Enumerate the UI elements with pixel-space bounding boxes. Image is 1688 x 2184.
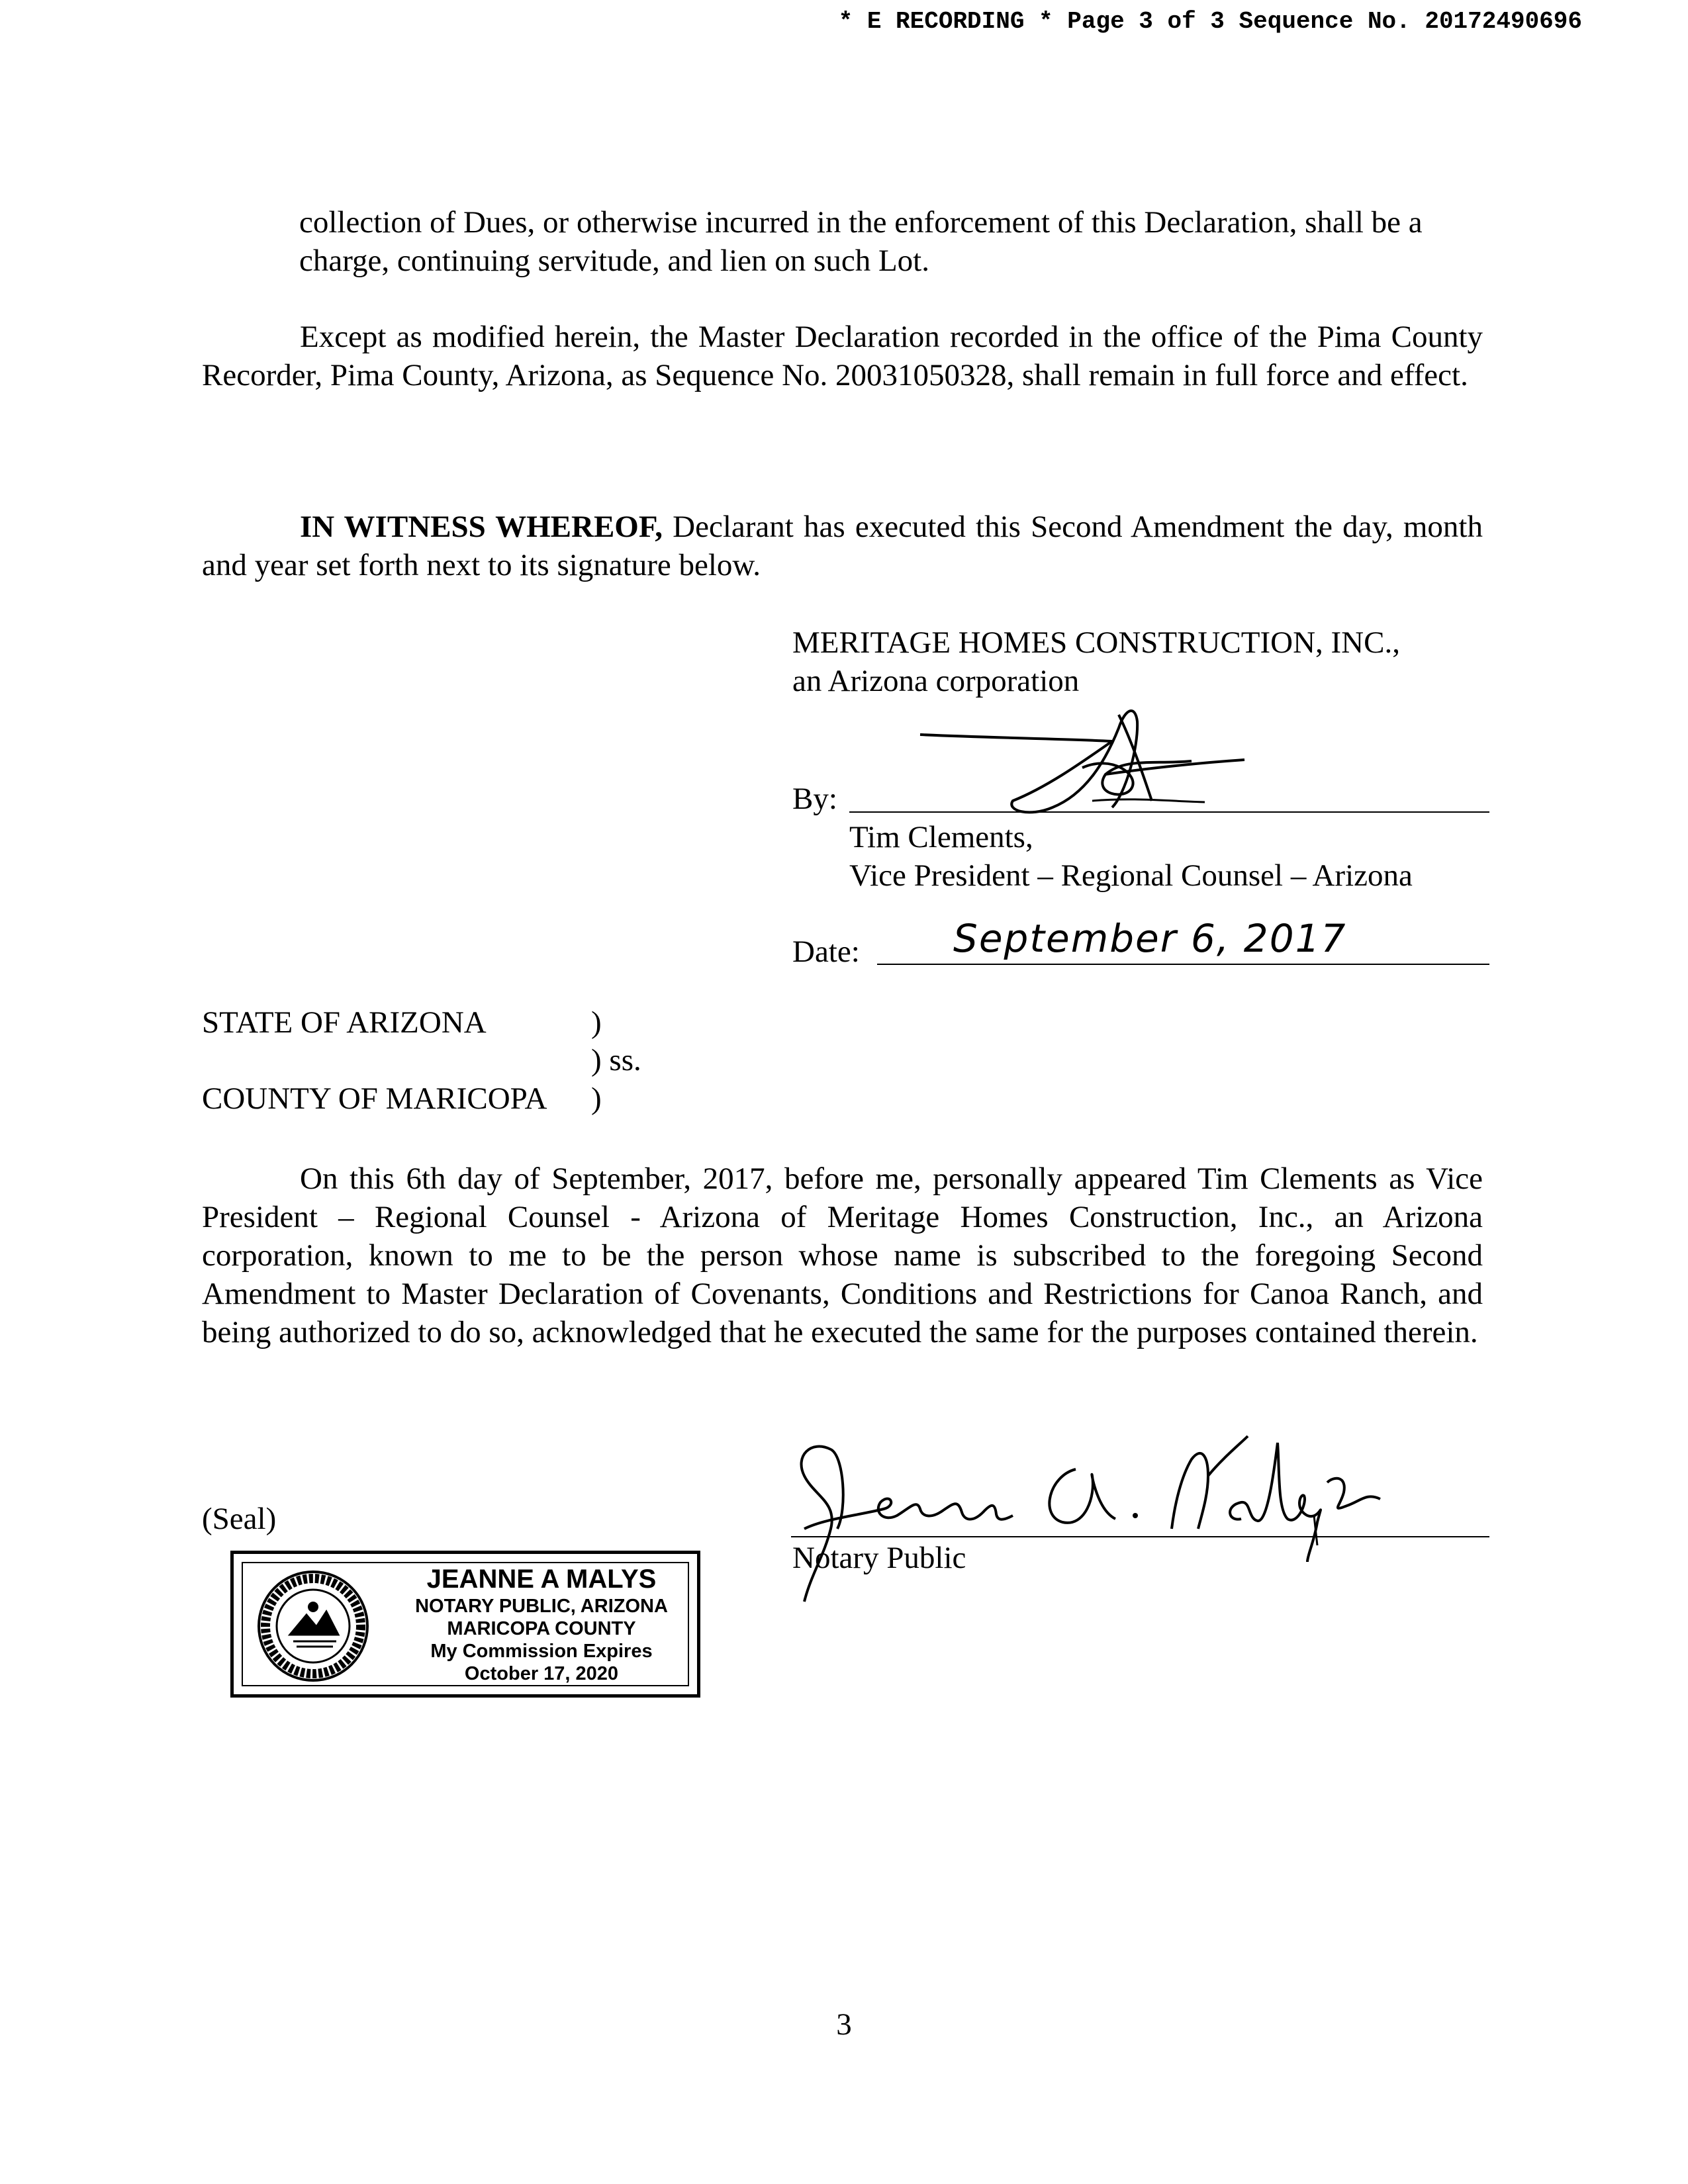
notary-stamp-line1: NOTARY PUBLIC, ARIZONA [415, 1596, 668, 1617]
venue-paren-2: ) [591, 1081, 602, 1116]
notary-stamp-name: JEANNE A MALYS [426, 1565, 657, 1594]
notary-signature-line [791, 1536, 1489, 1537]
signer-name: Tim Clements, [849, 820, 1033, 854]
notary-signature-image [784, 1430, 1420, 1608]
date-line [877, 964, 1489, 965]
company-name: MERITAGE HOMES CONSTRUCTION, INC., [792, 625, 1400, 660]
venue-ss: ) ss. [591, 1043, 641, 1077]
page-number: 3 [836, 2007, 852, 2042]
signer-title: Vice President – Regional Counsel – Arizona [849, 858, 1413, 893]
paragraph-except-text: Except as modified herein, the Master Declaration recorded in the office of the Pima County Recorder, Pima County, Arizona, as Sequence No. 20031050328, shall remain in full force and effect. [202, 320, 1483, 392]
notary-public-label: Notary Public [792, 1541, 966, 1575]
paragraph-except [202, 318, 1483, 394]
paragraph-continuation: collection of Dues, or otherwise incurred in the enforcement of this Declaration, shall be a charge, continuing servitude, and lien on such Lot. [299, 205, 1423, 278]
paragraph-witness [202, 508, 1483, 584]
venue-county: COUNTY OF MARICOPA [202, 1081, 547, 1116]
venue-state: STATE OF ARIZONA [202, 1005, 487, 1040]
notary-stamp-text [396, 1563, 687, 1685]
seal-label: (Seal) [202, 1502, 277, 1536]
witness-text: Declarant has executed this Second Amendment the day, month and year set forth next to its signature below. [202, 510, 1483, 582]
company-type: an Arizona corporation [792, 664, 1080, 698]
by-signature-line [849, 811, 1489, 813]
date-label: Date: [792, 934, 860, 969]
date-handwritten: September 6, 2017 [953, 916, 1347, 961]
venue-paren-1: ) [591, 1005, 602, 1040]
witness-heading: IN WITNESS WHEREOF, [300, 510, 663, 544]
recording-header: * E RECORDING * Page 3 of 3 Sequence No. 20172490696 [838, 8, 1582, 35]
notary-stamp-line3: My Commission Expires [430, 1641, 653, 1662]
acknowledgment-paragraph [202, 1160, 1483, 1351]
declarant-signature-image [914, 702, 1258, 821]
arizona-seal-image [254, 1569, 373, 1684]
by-label: By: [792, 782, 837, 816]
notary-stamp-line2: MARICOPA COUNTY [447, 1618, 636, 1639]
acknowledgment-text: On this 6th day of September, 2017, before me, personally appeared Tim Clements as Vice President – Regional Counsel - Arizona of Meritage Homes Construction, Inc., an Arizona corporation, known to me to be the person whose name is subscribed to the foregoing Second Amendment to Master Declaration of Covenants, Conditions and Restrictions for Canoa Ranch, and being authorized to do so, acknowledged that he executed the same for the purposes contained therein. [202, 1161, 1483, 1349]
notary-stamp-line4: October 17, 2020 [464, 1663, 619, 1684]
notary-stamp [230, 1551, 700, 1698]
